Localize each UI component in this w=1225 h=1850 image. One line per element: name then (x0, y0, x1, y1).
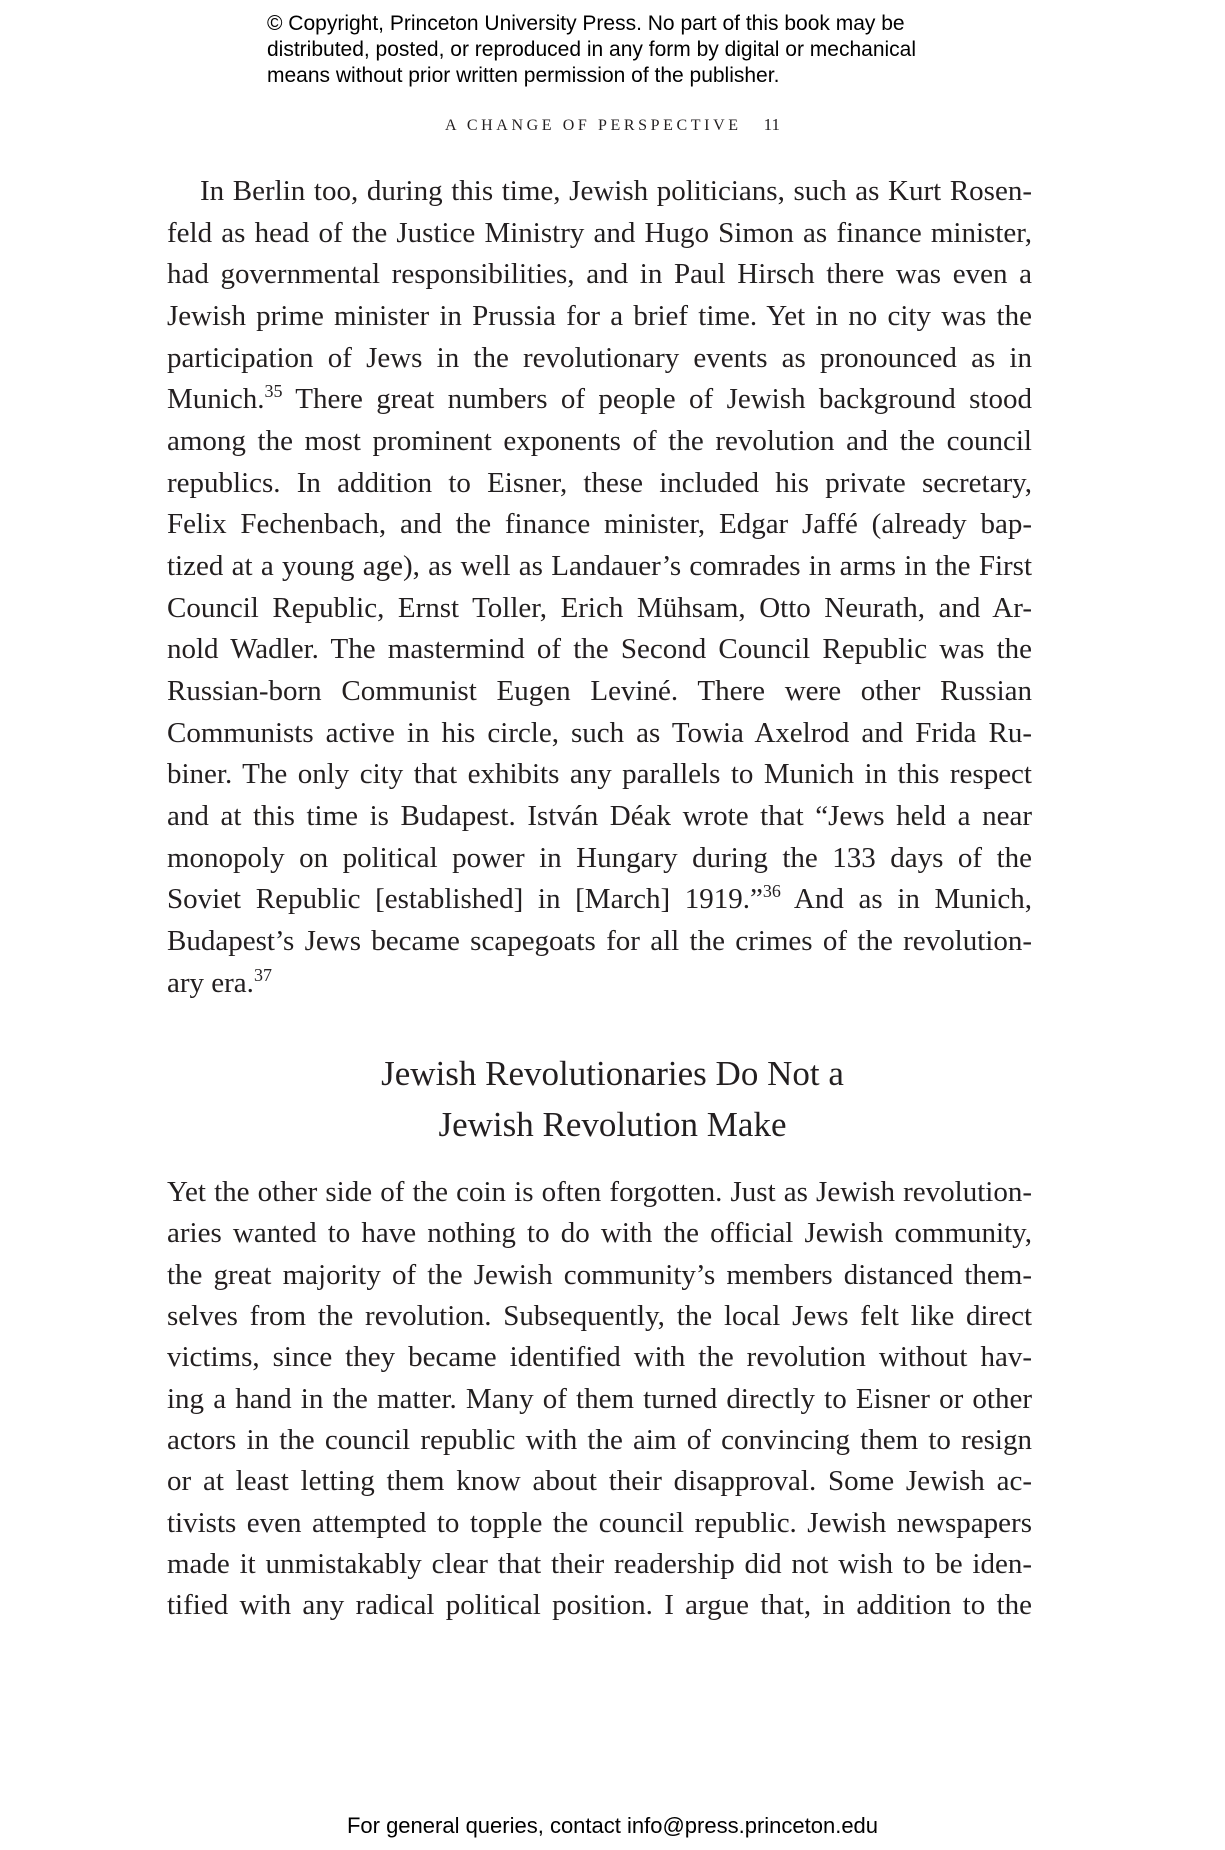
section-heading (0, 1048, 1225, 1150)
copyright-notice (267, 11, 987, 89)
text-line: Russian-born Communist Eugen Leviné. There were other Russian (167, 675, 1032, 707)
copyright-line: distributed, posted, or reproduced in any form by digital or mechanical (267, 38, 917, 61)
text-line: Soviet Republic [established] in [March] 1919.”$^{36}$ And as in Munich, (167, 881, 1032, 915)
text-line: aries wanted to have nothing to do with the official Jewish community, (167, 1217, 1032, 1249)
text-line: ary era.$^{37}$ (167, 965, 272, 999)
text-line: had governmental responsibilities, and in Paul Hirsch there was even a (167, 258, 1032, 290)
footnote-ref-35[interactable]: 35 (264, 381, 283, 401)
running-head-title: A CHANGE OF PERSPECTIVE (445, 117, 742, 134)
text-line: nold Wadler. The mastermind of the Second Council Republic was the (167, 633, 1032, 665)
text-line: tified with any radical political position. I argue that, in addition to the (167, 1589, 1032, 1621)
footnote-ref-37[interactable]: 37 (253, 965, 272, 985)
text-line: tivists even attempted to topple the council republic. Jewish newspapers (167, 1507, 1032, 1539)
copyright-line: means without prior written permission of the publisher. (267, 64, 780, 87)
text-line: tized at a young age), as well as Landauer’s comrades in arms in the First (167, 550, 1032, 582)
text-line: In Berlin too, during this time, Jewish politicians, such as Kurt Rosen- (200, 175, 1032, 207)
text-line: Jewish prime minister in Prussia for a brief time. Yet in no city was the (167, 300, 1032, 332)
text-line: among the most prominent exponents of the revolution and the council (167, 425, 1032, 457)
text-line: or at least letting them know about their disapproval. Some Jewish ac- (167, 1465, 1032, 1497)
text-line: and at this time is Budapest. István Déak wrote that “Jews held a near (167, 800, 1032, 832)
text-line: ing a hand in the matter. Many of them turned directly to Eisner or other (167, 1383, 1032, 1415)
footer-contact: For general queries, contact info@press.princeton.edu (346, 1813, 879, 1838)
text-line: Communists active in his circle, such as Towia Axelrod and Frida Ru- (167, 717, 1032, 749)
text-line: actors in the council republic with the aim of convincing them to resign (167, 1424, 1032, 1456)
text-line: participation of Jews in the revolutionary events as pronounced as in (167, 342, 1032, 374)
text-line: Felix Fechenbach, and the finance minister, Edgar Jaffé (already bap- (167, 508, 1032, 540)
text-line: made it unmistakably clear that their readership did not wish to be iden- (167, 1548, 1032, 1580)
section-heading-line: Jewish Revolutionaries Do Not a (381, 1054, 844, 1093)
text-line: monopoly on political power in Hungary during the 133 days of the (167, 842, 1032, 874)
text-line: republics. In addition to Eisner, these included his private secretary, (167, 467, 1032, 499)
text-line: biner. The only city that exhibits any parallels to Munich in this respect (167, 758, 1032, 790)
page-number: 11 (763, 115, 780, 134)
running-head (0, 115, 1225, 135)
text-line: Yet the other side of the coin is often forgotten. Just as Jewish revolution- (167, 1176, 1032, 1208)
text-line: selves from the revolution. Subsequently, the local Jews felt like direct (167, 1300, 1032, 1332)
text-line: the great majority of the Jewish community’s members distanced them- (167, 1259, 1032, 1291)
section-heading-line: Jewish Revolution Make (438, 1105, 787, 1144)
text-line: Budapest’s Jews became scapegoats for all the crimes of the revolution- (167, 925, 1032, 957)
text-line: feld as head of the Justice Ministry and Hugo Simon as finance minister, (167, 217, 1032, 249)
text-line: victims, since they became identified with the revolution without hav- (167, 1341, 1032, 1373)
text-line: Council Republic, Ernst Toller, Erich Mühsam, Otto Neurath, and Ar- (167, 592, 1032, 624)
footnote-ref-36[interactable]: 36 (762, 881, 781, 901)
text-line: Munich.$^{35}$ There great numbers of people of Jewish background stood (167, 381, 1032, 415)
copyright-line: © Copyright, Princeton University Press. No part of this book may be (267, 12, 905, 35)
